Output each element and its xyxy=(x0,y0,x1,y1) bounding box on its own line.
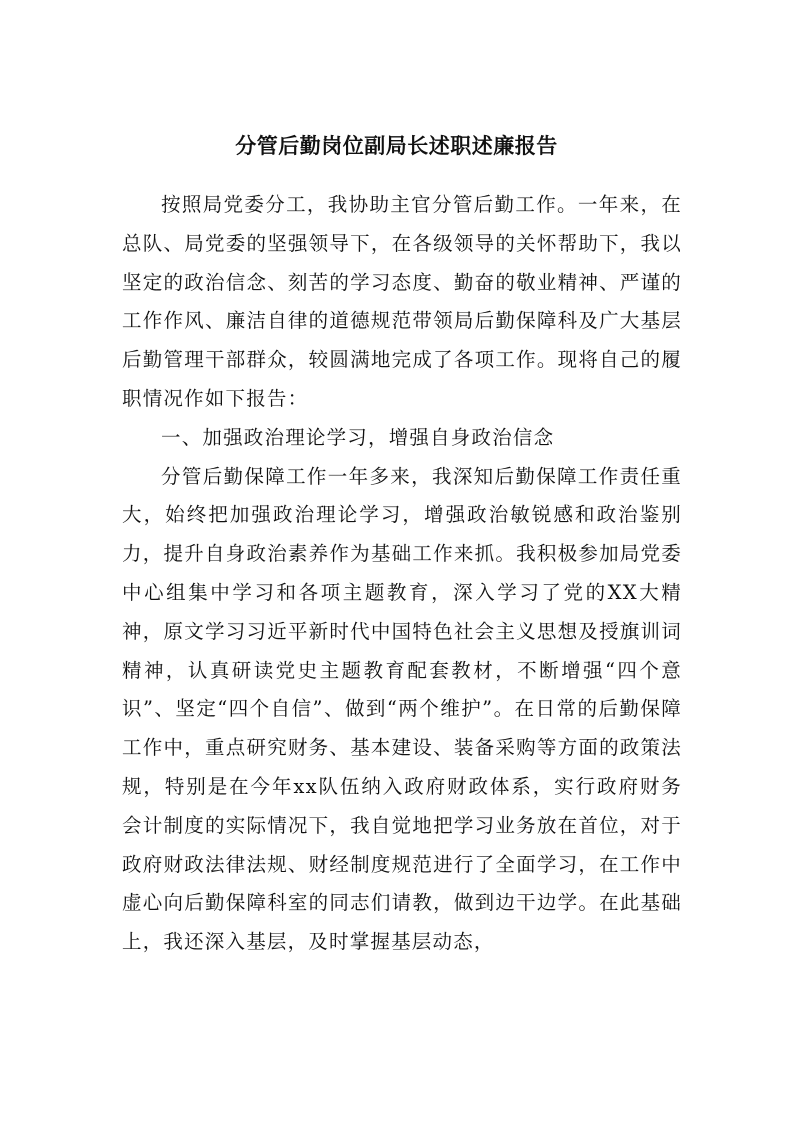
document-title: 分管后勤岗位副局长述职述廉报告 xyxy=(235,134,558,158)
section-heading-1: 一、加强政治理论学习，增强自身政治信念 xyxy=(161,425,555,449)
intro-paragraph: 按照局党委分工，我协助主官分管后勤工作。一年来，在总队、局党委的坚强领导下，在各级领导的关怀帮助下，我以坚定的政治信念、刻苦的学习态度、勤奋的敬业精神、严谨的工作作风、廉洁自律的道德规范带领局后勤保障科及广大基层后勤管理干部群众，较圆满地完成了各项工作。现将自己的履职情况作如下报告： xyxy=(122,193,682,410)
document-body xyxy=(122,186,682,962)
section-1-paragraph: 分管后勤保障工作一年多来，我深知后勤保障工作责任重大，始终把加强政治理论学习，增强政治敏锐感和政治鉴别力，提升自身政治素养作为基础工作来抓。我积极参加局党委中心组集中学习和各项主题教育，深入学习了党的XX大精神，原文学习习近平新时代中国特色社会主义思想及授旗训词精神，认真研读党史主题教育配套教材，不断增强“四个意识”、坚定“四个自信”、做到“两个维护”。在日常的后勤保障工作中，重点研究财务、基本建设、装备采购等方面的政策法规，特别是在今年xx队伍纳入政府财政体系，实行政府财务会计制度的实际情况下，我自觉地把学习业务放在首位，对于政府财政法律法规、财经制度规范进行了全面学习，在工作中虚心向后勤保障科室的同志们请教，做到边干边学。在此基础上，我还深入基层，及时掌握基层动态， xyxy=(122,464,682,954)
